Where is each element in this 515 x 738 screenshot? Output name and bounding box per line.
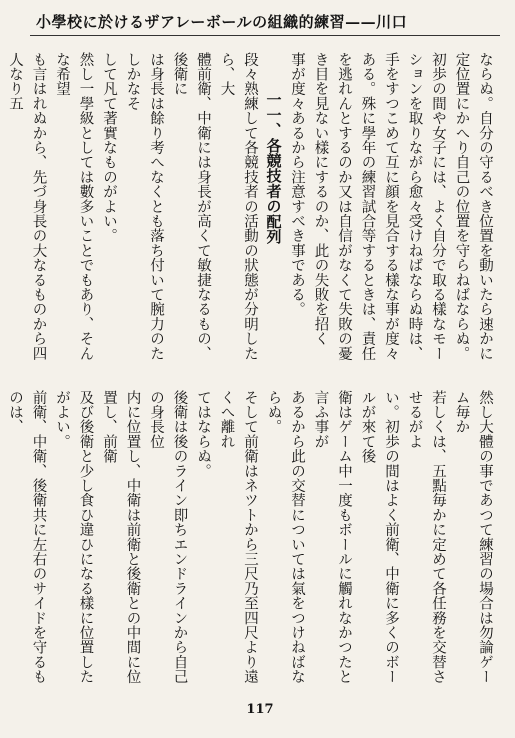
text-line: して凡て著實なものがよい。	[101, 52, 117, 244]
running-header: 小學校に於けるザアレーボールの組織的練習——川口	[36, 13, 408, 31]
text-line: も言はれぬから、先づ身長の大なるものから四人なり五	[7, 52, 47, 361]
text-line: を逃れんとするのか又は自信がなくて失敗の憂	[336, 52, 352, 361]
text-line: 手をすつこめて互に顔を見合する樣な事が度々	[383, 52, 399, 361]
text-line: 然し大體の事であつて練習の場合は勿論ゲーム毎か	[453, 390, 493, 684]
text-line	[0, 52, 3, 367]
text-line: 段々熟練して各競技者の活動の狀態が分明したら、大	[218, 52, 258, 361]
text-line: 前衛、中衛、後衛共に左右のサイドを守るものは、	[7, 390, 47, 684]
text-line: 然し一學級としては數多いことでもあり、そんな希望	[54, 52, 94, 361]
page-number: 117	[246, 702, 274, 717]
text-line: 初歩の間や女子には、よく自分で取る樣なモー	[430, 52, 446, 361]
header-rule	[30, 35, 500, 36]
text-line: 定位置にかへり自己の位置を守らねばならぬ。	[453, 52, 470, 361]
upper-text-block	[7, 52, 496, 367]
text-line: き目を見ない樣にするのか、此の失敗を招く	[312, 52, 329, 346]
section-heading: 一一、各競技者の配列	[264, 92, 283, 244]
text-line: 若しくは、五點毎かに定めて各任務を交替させるがよ	[406, 390, 446, 684]
text-line: い。初歩の間はよく前衛、中衛に多くのボールが來て後	[359, 390, 399, 684]
text-line	[0, 390, 3, 695]
text-line: ならぬ。自分の守るべき位置を動いたら速かに	[477, 52, 493, 361]
text-line: そして前衛はネツトから三尺乃至四尺より遠くへ離れ	[218, 390, 258, 684]
text-line: 事が度々あるから注意すべき事である。	[289, 52, 305, 317]
text-line: 後衛は後のライン即ちエンドラインから自己の身長位	[148, 390, 188, 684]
text-line: 體前衛、中衛には身長が高くて敏捷なるもの、後衛に	[171, 52, 211, 361]
lower-text-block	[7, 390, 496, 695]
text-line: 衛はゲーム中一度もボールに觸れなかつたと言ふ事が	[312, 390, 352, 684]
text-line: ある。殊に學年の練習試合等するときは、責任	[359, 52, 376, 361]
text-line: あるから此の交替については氣をつけねばならぬ。	[265, 390, 305, 684]
text-line: 内に位置し、中衛は前衛と後衛との中間に位置し、前衛	[101, 390, 141, 684]
text-line: てはならぬ。	[195, 390, 211, 479]
text-line: 及び後衛と少し食ひ違ひになる樣に位置したがよい。	[54, 390, 94, 684]
text-line: ションを取りながら愈々受けねばならぬ時は、	[406, 52, 423, 361]
text-line: は身長は餘り考へなくとも落ち付いて腕力のたしかなそ	[124, 52, 164, 361]
